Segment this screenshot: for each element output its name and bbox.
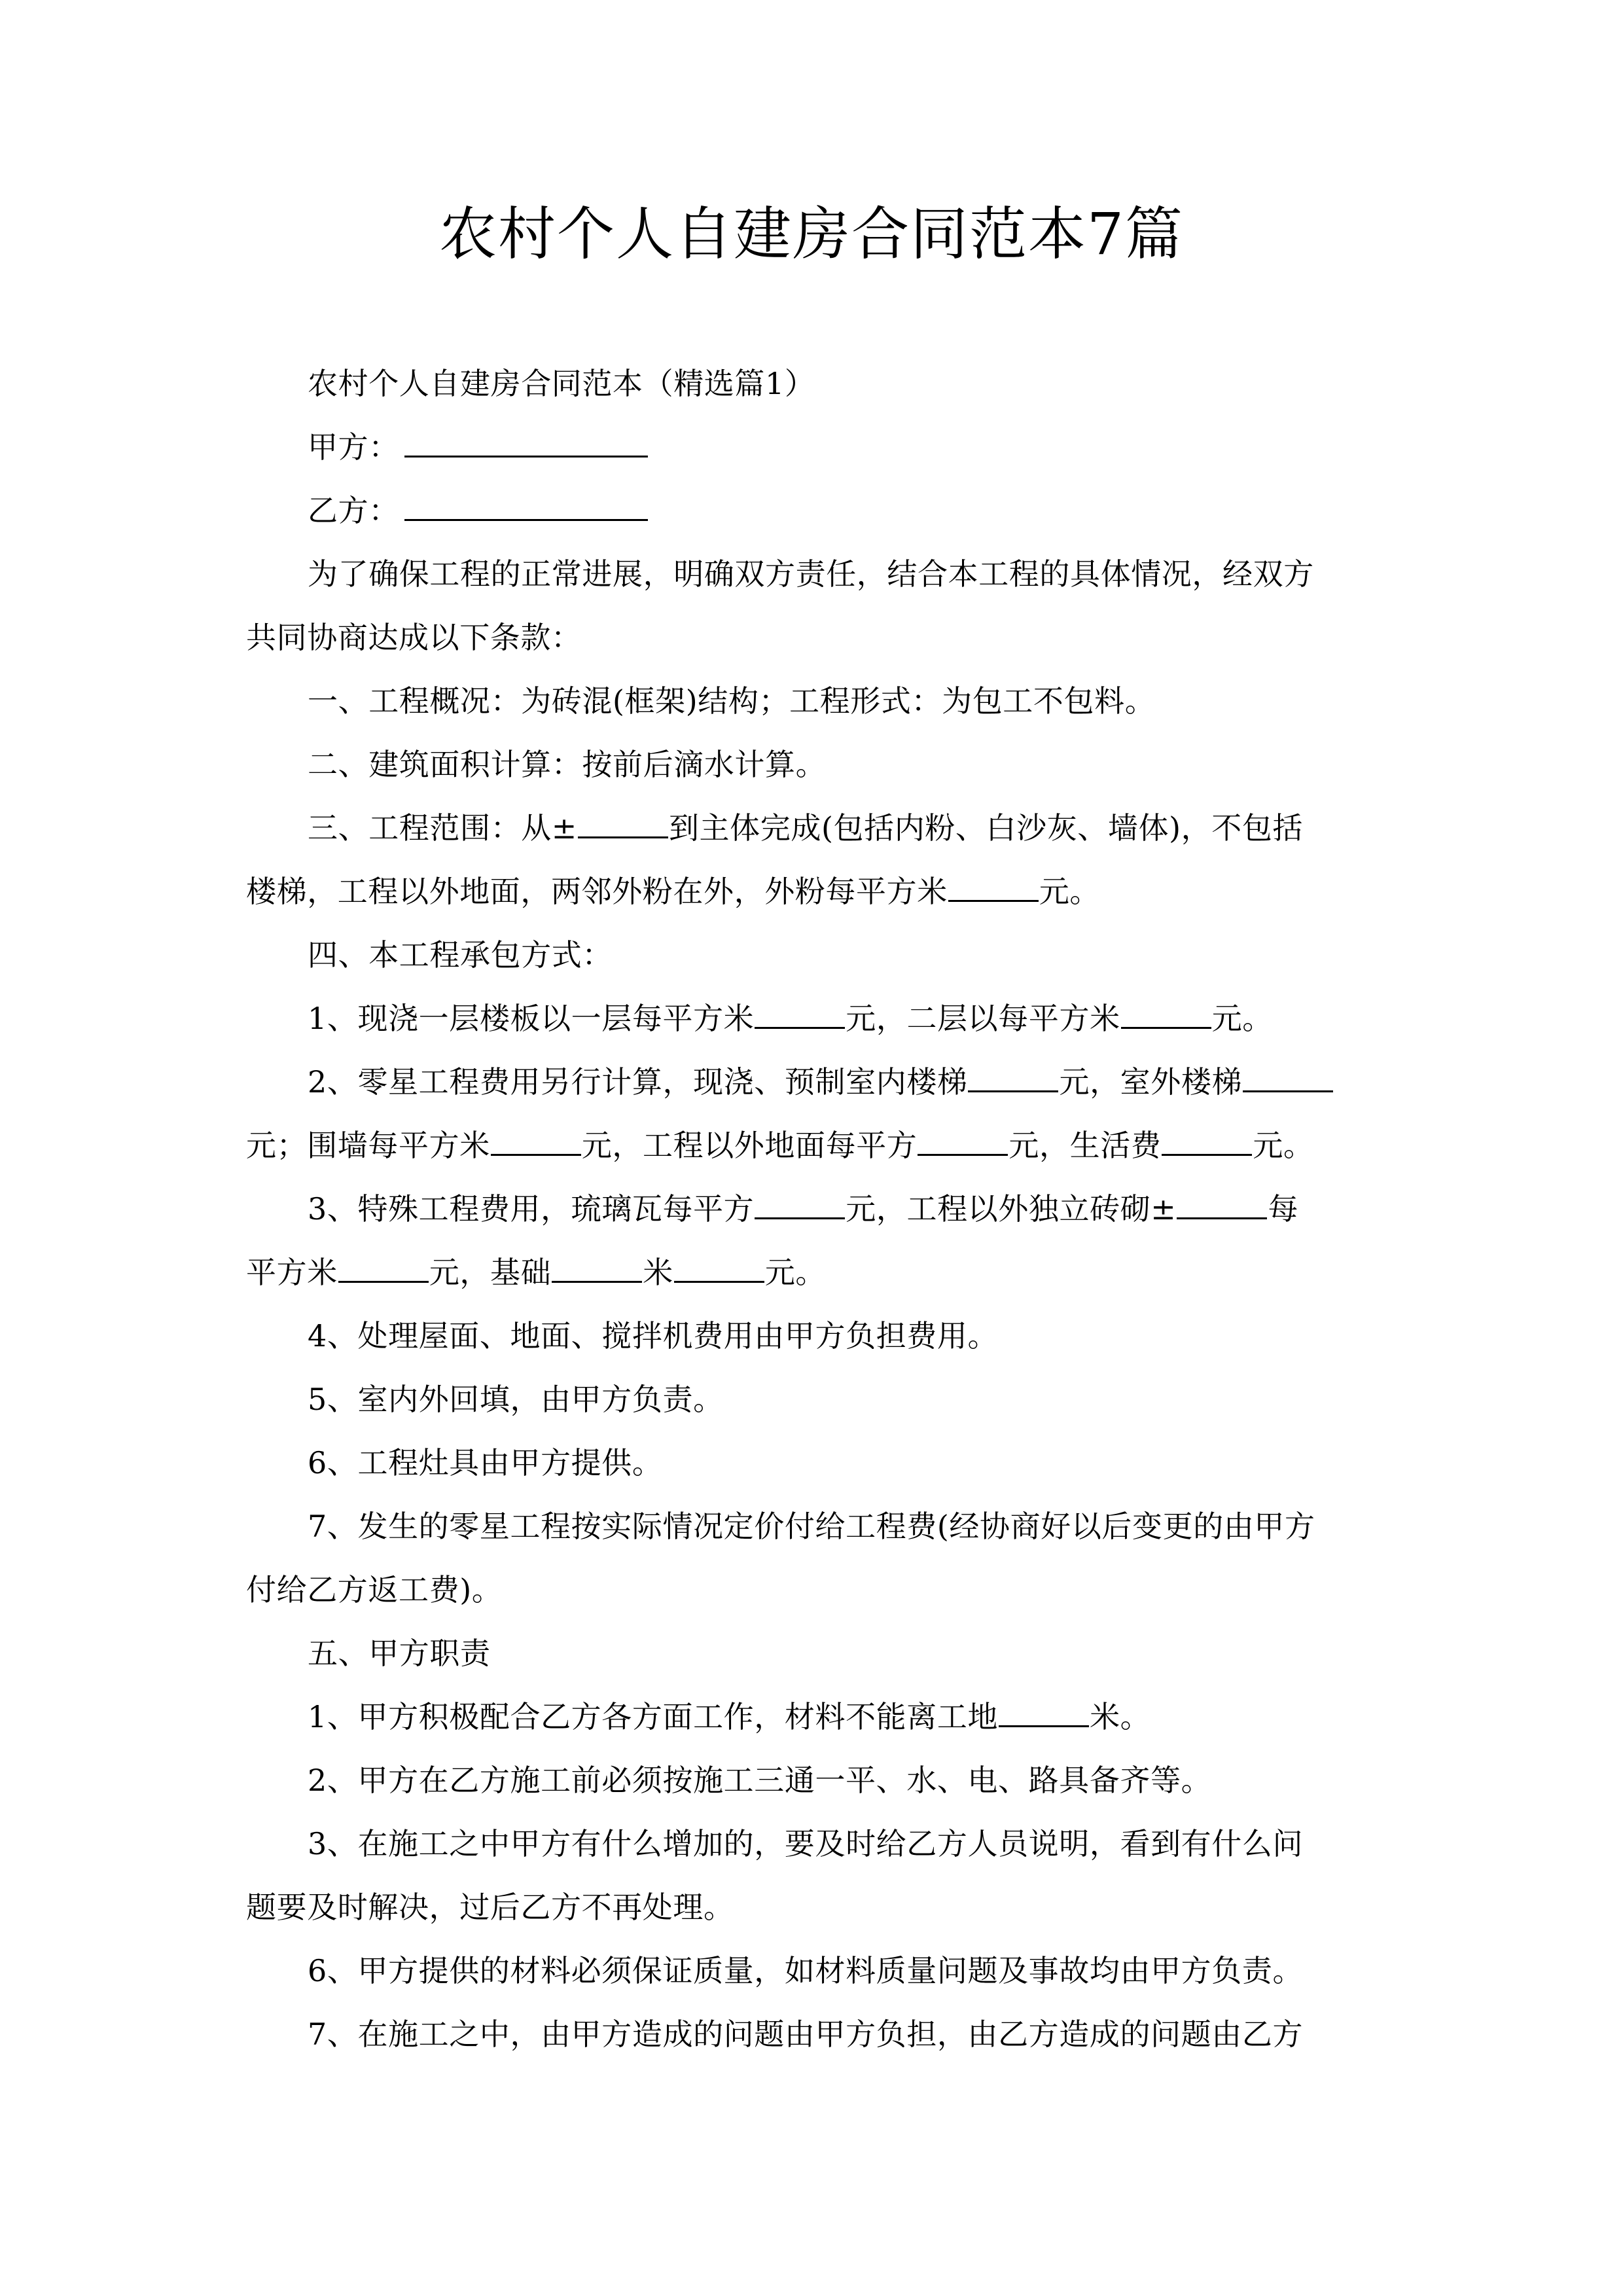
paragraph-line [246, 1241, 1385, 1304]
line-text: 7、发生的零星工程按实际情况定价付给工程费(经协商好以后变更的由甲方 [308, 1509, 1315, 1544]
line-text: 共同协商达成以下条款： [246, 620, 582, 655]
line-text: 2、零星工程费用另行计算，现浇、预制室内楼梯 [308, 1064, 968, 1100]
paragraph-line [246, 543, 1385, 606]
line-text: 6、工程灶具由甲方提供。 [308, 1445, 663, 1480]
fill-in-blank [1177, 1191, 1267, 1219]
line-text: 米 [643, 1255, 673, 1290]
paragraph-line [246, 1368, 1385, 1431]
line-text: 2、甲方在乙方施工前必须按施工三通一平、水、电、路具备齐等。 [308, 1763, 1212, 1798]
party-b-label: 乙方： [308, 493, 399, 528]
paragraph-line [246, 1431, 1385, 1495]
line-text: 到主体完成(包括内粉、白沙灰、墙体)，不包括 [668, 810, 1304, 846]
line-text: 题要及时解决，过后乙方不再处理。 [246, 1890, 734, 1925]
line-text: 3、在施工之中甲方有什么增加的，要及时给乙方人员说明，看到有什么问 [308, 1826, 1304, 1861]
fill-in-blank [918, 1128, 1008, 1156]
line-text: 付给乙方返工费)。 [246, 1572, 503, 1607]
fill-in-blank [491, 1128, 581, 1156]
paragraph-line [246, 1177, 1385, 1241]
line-text: 米。 [1090, 1699, 1151, 1734]
line-text: 1、现浇一层楼板以一层每平方米 [308, 1001, 755, 1036]
paragraph-line [246, 1812, 1385, 1876]
paragraph-line [246, 2003, 1385, 2066]
paragraph-line [246, 1050, 1385, 1114]
line-text: 元。 [1253, 1128, 1314, 1163]
fill-in-blank [674, 1255, 764, 1283]
paragraph-line [246, 860, 1385, 924]
paragraph-line [246, 1939, 1385, 2003]
fill-in-blank [1162, 1128, 1252, 1156]
fill-in-blank [755, 1001, 845, 1029]
line-text: 元。 [1039, 874, 1101, 909]
paragraph-line [246, 1749, 1385, 1812]
line-text: 二、建筑面积计算：按前后滴水计算。 [308, 747, 827, 782]
line-text: 元，工程以外独立砖砌± [846, 1191, 1177, 1227]
line-text: 每 [1268, 1191, 1299, 1227]
line-text: 7、在施工之中，由甲方造成的问题由甲方负担，由乙方造成的问题由乙方 [308, 2017, 1304, 2052]
paragraph-line [246, 1495, 1385, 1558]
paragraph-line [246, 733, 1385, 797]
line-text: 3、特殊工程费用，琉璃瓦每平方 [308, 1191, 755, 1227]
fill-in-blank [755, 1191, 845, 1219]
paragraph-line [246, 924, 1385, 987]
line-text: 楼梯，工程以外地面，两邻外粉在外，外粉每平方米 [246, 874, 948, 909]
line-text: 三、工程范围：从± [308, 810, 577, 846]
line-text: 元，工程以外地面每平方 [581, 1128, 918, 1163]
line-text: 元，基础 [429, 1255, 552, 1290]
paragraph-line [246, 987, 1385, 1050]
line-text: 元，生活费 [1008, 1128, 1162, 1163]
fill-in-blank [948, 874, 1039, 902]
party-b-blank [404, 493, 648, 521]
party-a-blank [404, 429, 648, 457]
paragraph-line [246, 670, 1385, 733]
paragraph-line [246, 1304, 1385, 1368]
line-text: 为了确保工程的正常进展，明确双方责任，结合本工程的具体情况，经双方 [308, 556, 1314, 592]
paragraph-line [246, 1558, 1385, 1622]
document-body [246, 352, 1385, 2066]
line-text: 五、甲方职责 [308, 1636, 491, 1671]
paragraph-line [246, 1622, 1385, 1685]
paragraph-line [246, 797, 1385, 860]
line-text: 4、处理屋面、地面、搅拌机费用由甲方负担费用。 [308, 1318, 999, 1354]
fill-in-blank [1243, 1064, 1333, 1092]
fill-in-blank [968, 1064, 1058, 1092]
fill-in-blank [1121, 1001, 1211, 1029]
line-text: 平方米 [246, 1255, 338, 1290]
line-text: 元。 [1211, 1001, 1273, 1036]
paragraph-line [246, 1876, 1385, 1939]
fill-in-blank [338, 1255, 429, 1283]
line-text: 一、工程概况：为砖混(框架)结构；工程形式：为包工不包料。 [308, 683, 1156, 719]
line-text: 元。 [764, 1255, 827, 1290]
party-a-row [246, 416, 1385, 479]
fill-in-blank [578, 810, 668, 838]
line-text: 元，室外楼梯 [1059, 1064, 1243, 1100]
fill-in-blank [552, 1255, 642, 1283]
line-text: 元，二层以每平方米 [846, 1001, 1120, 1036]
line-text: 1、甲方积极配合乙方各方面工作，材料不能离工地 [308, 1699, 999, 1734]
paragraph-line [246, 606, 1385, 670]
document-title: 农村个人自建房合同范本7篇 [439, 200, 1184, 268]
line-text: 四、本工程承包方式： [308, 937, 613, 973]
line-text: 元；围墙每平方米 [246, 1128, 490, 1163]
section-heading: 农村个人自建房合同范本（精选篇1） [308, 366, 815, 401]
fill-in-blank [999, 1699, 1089, 1727]
paragraph-line [246, 1114, 1385, 1177]
line-text: 6、甲方提供的材料必须保证质量，如材料质量问题及事故均由甲方负责。 [308, 1953, 1304, 1988]
line-text: 5、室内外回填，由甲方负责。 [308, 1382, 724, 1417]
party-a-label: 甲方： [308, 429, 399, 465]
paragraph-line [246, 1685, 1385, 1749]
party-b-row [246, 479, 1385, 543]
